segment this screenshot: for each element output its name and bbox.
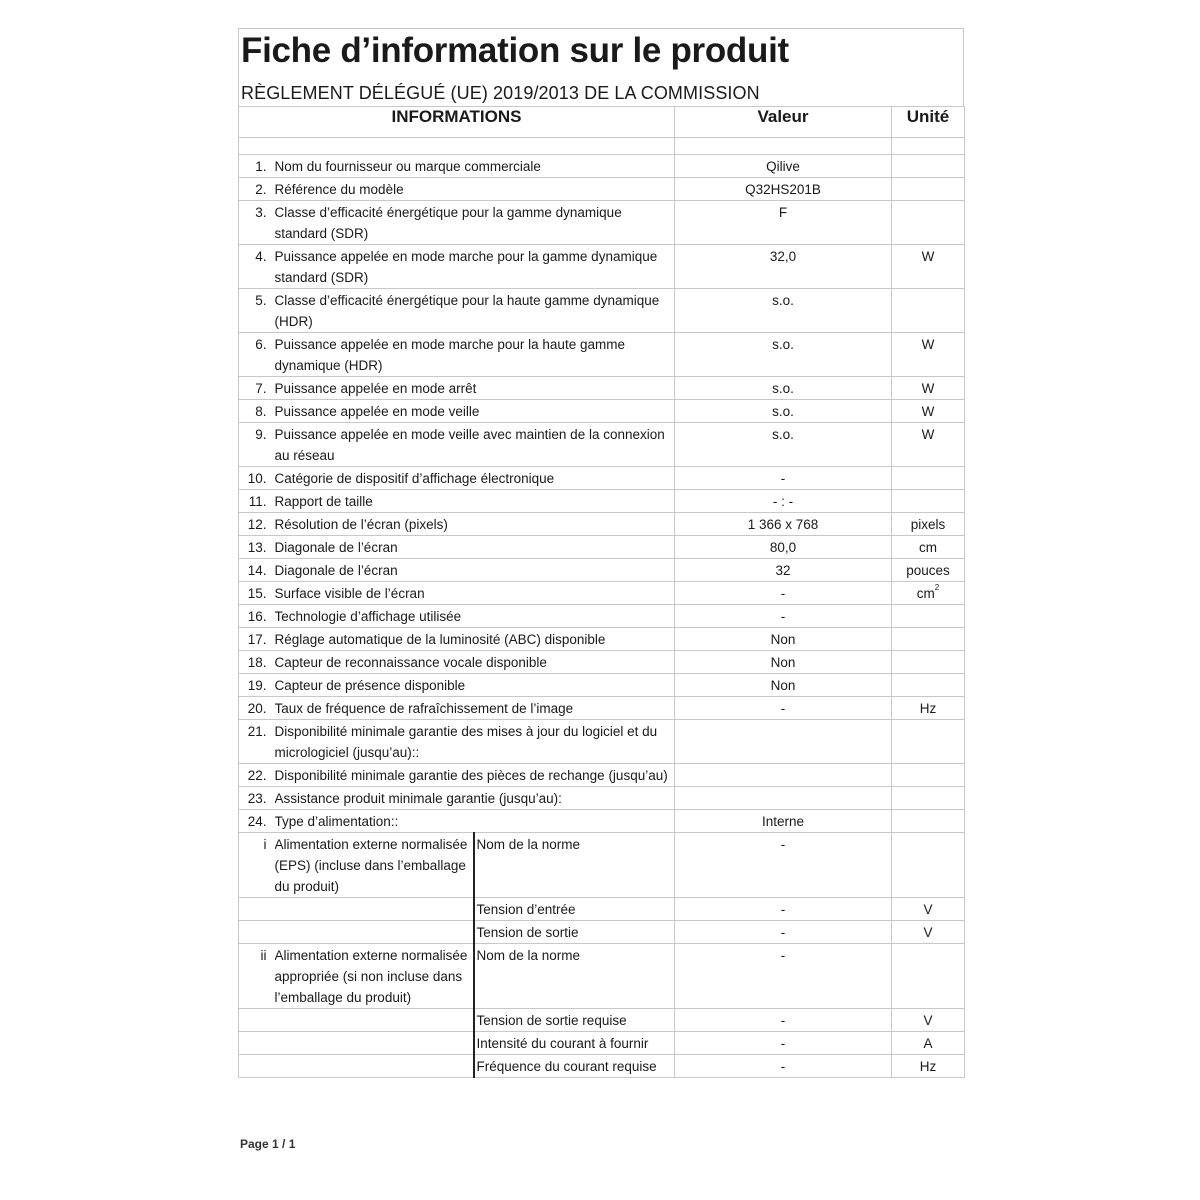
row-number: 1. xyxy=(239,155,275,178)
row-label: Puissance appelée en mode marche pour la haute gamme dynamique (HDR) xyxy=(275,333,675,377)
row-label: Surface visible de l’écran xyxy=(275,582,675,605)
table-row xyxy=(239,377,965,400)
row-label: Classe d’efficacité énergétique pour la haute gamme dynamique (HDR) xyxy=(275,289,675,333)
row-unit xyxy=(892,178,965,201)
row-label: Diagonale de l’écran xyxy=(275,536,675,559)
row-number: 11. xyxy=(239,490,275,513)
row-number: 8. xyxy=(239,400,275,423)
row-unit xyxy=(892,490,965,513)
row-value xyxy=(675,720,892,764)
row-unit: cm xyxy=(892,536,965,559)
row-label: Puissance appelée en mode marche pour la gamme dynamique standard (SDR) xyxy=(275,245,675,289)
row-value: 1 366 x 768 xyxy=(675,513,892,536)
row-label: Capteur de reconnaissance vocale disponible xyxy=(275,651,675,674)
row-value: Non xyxy=(675,674,892,697)
column-header-value: Valeur xyxy=(675,107,892,138)
table-row xyxy=(239,764,965,787)
table-row xyxy=(239,810,965,833)
table-header-row xyxy=(239,107,965,138)
row-label: Classe d’efficacité énergétique pour la gamme dynamique standard (SDR) xyxy=(275,201,675,245)
power-supply-item-label: Intensité du courant à fournir xyxy=(474,1032,675,1055)
row-number: 12. xyxy=(239,513,275,536)
row-unit xyxy=(892,787,965,810)
power-supply-number: i xyxy=(239,833,275,898)
row-label: Type d’alimentation:: xyxy=(275,810,675,833)
table-row xyxy=(239,536,965,559)
table-row xyxy=(239,651,965,674)
row-label: Diagonale de l’écran xyxy=(275,559,675,582)
table-row xyxy=(239,467,965,490)
row-unit xyxy=(892,944,965,1009)
row-value: - xyxy=(675,1055,892,1078)
row-value: 32,0 xyxy=(675,245,892,289)
row-value: - xyxy=(675,898,892,921)
row-number: 10. xyxy=(239,467,275,490)
table-row xyxy=(239,155,965,178)
row-unit xyxy=(892,289,965,333)
table-row xyxy=(239,898,965,921)
row-unit: W xyxy=(892,377,965,400)
row-value: - xyxy=(675,467,892,490)
row-unit: V xyxy=(892,921,965,944)
row-unit: A xyxy=(892,1032,965,1055)
row-label: Disponibilité minimale garantie des mises à jour du logiciel et du micrologiciel (jusqu’au):: xyxy=(275,720,675,764)
row-value: Non xyxy=(675,628,892,651)
row-number: 3. xyxy=(239,201,275,245)
table-row xyxy=(239,582,965,605)
row-label: Assistance produit minimale garantie (jusqu’au): xyxy=(275,787,675,810)
power-supply-label: Alimentation externe normalisée (EPS) (incluse dans l’emballage du produit) xyxy=(275,833,474,898)
power-supply-item-label: Tension de sortie requise xyxy=(474,1009,675,1032)
empty-cell xyxy=(275,1032,474,1055)
empty-cell xyxy=(239,1032,275,1055)
empty-cell xyxy=(239,898,275,921)
row-unit xyxy=(892,628,965,651)
empty-cell xyxy=(275,1055,474,1078)
table-row xyxy=(239,333,965,377)
row-number: 15. xyxy=(239,582,275,605)
row-label: Capteur de présence disponible xyxy=(275,674,675,697)
table-row xyxy=(239,1032,965,1055)
row-label: Catégorie de dispositif d’affichage électronique xyxy=(275,467,675,490)
row-value: Q32HS201B xyxy=(675,178,892,201)
row-value: - xyxy=(675,1032,892,1055)
row-value: s.o. xyxy=(675,400,892,423)
power-supply-item-label: Nom de la norme xyxy=(474,833,675,898)
table-row xyxy=(239,178,965,201)
row-number: 6. xyxy=(239,333,275,377)
row-value: s.o. xyxy=(675,423,892,467)
row-label: Puissance appelée en mode arrêt xyxy=(275,377,675,400)
regulation-subtitle: RÈGLEMENT DÉLÉGUÉ (UE) 2019/2013 DE LA COMMISSION xyxy=(241,83,760,103)
table-row xyxy=(239,245,965,289)
table-row xyxy=(239,720,965,764)
row-label: Puissance appelée en mode veille avec maintien de la connexion au réseau xyxy=(275,423,675,467)
row-unit: Hz xyxy=(892,1055,965,1078)
sheet-header xyxy=(238,28,964,106)
empty-cell xyxy=(275,921,474,944)
row-number: 24. xyxy=(239,810,275,833)
product-information-sheet xyxy=(238,28,964,1078)
row-unit xyxy=(892,764,965,787)
row-unit xyxy=(892,674,965,697)
row-number: 20. xyxy=(239,697,275,720)
table-row xyxy=(239,559,965,582)
table-row xyxy=(239,423,965,467)
row-label: Réglage automatique de la luminosité (ABC) disponible xyxy=(275,628,675,651)
row-unit xyxy=(892,810,965,833)
row-number: 16. xyxy=(239,605,275,628)
power-supply-item-label: Tension d’entrée xyxy=(474,898,675,921)
empty-cell xyxy=(239,1055,275,1078)
table-row xyxy=(239,513,965,536)
row-value: s.o. xyxy=(675,377,892,400)
row-number: 9. xyxy=(239,423,275,467)
row-unit xyxy=(892,720,965,764)
row-value: - xyxy=(675,944,892,1009)
row-value: - xyxy=(675,605,892,628)
row-number: 2. xyxy=(239,178,275,201)
row-label: Puissance appelée en mode veille xyxy=(275,400,675,423)
row-unit xyxy=(892,155,965,178)
empty-cell xyxy=(239,1009,275,1032)
row-number: 21. xyxy=(239,720,275,764)
row-label: Rapport de taille xyxy=(275,490,675,513)
table-row xyxy=(239,1055,965,1078)
row-unit: pixels xyxy=(892,513,965,536)
page-title: Fiche d’information sur le produit xyxy=(241,31,789,70)
table-row xyxy=(239,1009,965,1032)
row-value: s.o. xyxy=(675,289,892,333)
row-value xyxy=(675,764,892,787)
row-number: 18. xyxy=(239,651,275,674)
table-row xyxy=(239,674,965,697)
power-supply-item-label: Fréquence du courant requise xyxy=(474,1055,675,1078)
row-value: - : - xyxy=(675,490,892,513)
column-header-unit: Unité xyxy=(892,107,965,138)
empty-cell xyxy=(275,898,474,921)
table-body xyxy=(239,138,965,1078)
row-number: 22. xyxy=(239,764,275,787)
row-unit xyxy=(892,833,965,898)
power-supply-label: Alimentation externe normalisée appropriée (si non incluse dans l’emballage du produit) xyxy=(275,944,474,1009)
row-value xyxy=(675,787,892,810)
empty-cell xyxy=(239,921,275,944)
table-row xyxy=(239,833,965,898)
row-value: - xyxy=(675,697,892,720)
row-unit xyxy=(892,605,965,628)
table-row xyxy=(239,490,965,513)
table-row xyxy=(239,697,965,720)
row-number: 4. xyxy=(239,245,275,289)
power-supply-item-label: Tension de sortie xyxy=(474,921,675,944)
row-unit xyxy=(892,651,965,674)
row-label: Disponibilité minimale garantie des pièces de rechange (jusqu’au) xyxy=(275,764,675,787)
row-unit: $cm^2$ xyxy=(892,582,965,605)
row-unit: W xyxy=(892,333,965,377)
row-label: Taux de fréquence de rafraîchissement de l’image xyxy=(275,697,675,720)
spacer-row xyxy=(239,138,965,155)
row-value: - xyxy=(675,921,892,944)
row-value: s.o. xyxy=(675,333,892,377)
product-info-table xyxy=(238,106,965,1078)
row-number: 14. xyxy=(239,559,275,582)
power-supply-number: ii xyxy=(239,944,275,1009)
row-value: Non xyxy=(675,651,892,674)
row-number: 17. xyxy=(239,628,275,651)
row-number: 13. xyxy=(239,536,275,559)
table-row xyxy=(239,605,965,628)
row-label: Référence du modèle xyxy=(275,178,675,201)
row-value: Interne xyxy=(675,810,892,833)
row-unit xyxy=(892,467,965,490)
row-number: 23. xyxy=(239,787,275,810)
column-header-info: INFORMATIONS xyxy=(239,107,675,138)
row-label: Résolution de l’écran (pixels) xyxy=(275,513,675,536)
row-value: Qilive xyxy=(675,155,892,178)
row-unit: W xyxy=(892,245,965,289)
row-unit xyxy=(892,201,965,245)
page-footer: Page 1 / 1 xyxy=(240,1137,296,1151)
table-row xyxy=(239,289,965,333)
row-number: 5. xyxy=(239,289,275,333)
empty-cell xyxy=(275,1009,474,1032)
power-supply-item-label: Nom de la norme xyxy=(474,944,675,1009)
table-row xyxy=(239,400,965,423)
row-value: - xyxy=(675,1009,892,1032)
row-label: Technologie d’affichage utilisée xyxy=(275,605,675,628)
row-unit: V xyxy=(892,1009,965,1032)
row-unit: pouces xyxy=(892,559,965,582)
row-unit: Hz xyxy=(892,697,965,720)
table-row xyxy=(239,944,965,1009)
table-row xyxy=(239,921,965,944)
table-row xyxy=(239,787,965,810)
row-value: - xyxy=(675,582,892,605)
row-number: 7. xyxy=(239,377,275,400)
row-label: Nom du fournisseur ou marque commerciale xyxy=(275,155,675,178)
row-value: 32 xyxy=(675,559,892,582)
row-number: 19. xyxy=(239,674,275,697)
row-unit: W xyxy=(892,400,965,423)
row-value: - xyxy=(675,833,892,898)
row-unit: W xyxy=(892,423,965,467)
row-value: F xyxy=(675,201,892,245)
row-unit: V xyxy=(892,898,965,921)
table-row xyxy=(239,628,965,651)
unit-superscript: 2 xyxy=(934,583,940,592)
row-value: 80,0 xyxy=(675,536,892,559)
table-row xyxy=(239,201,965,245)
